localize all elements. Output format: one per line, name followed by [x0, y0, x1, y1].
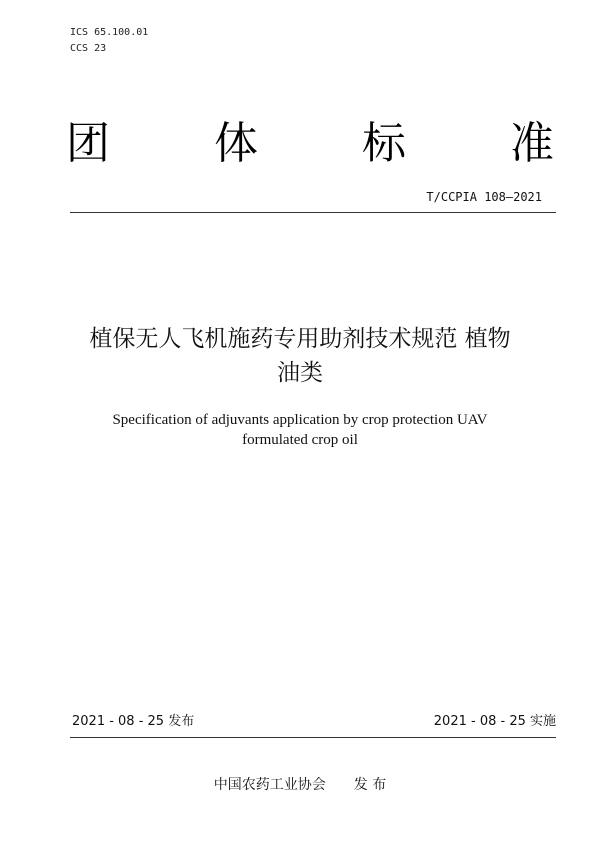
heading-char-2: 体	[214, 118, 258, 169]
standard-number: T/CCPIA 108—2021	[426, 190, 542, 204]
english-title-line-2: formulated crop oil	[242, 432, 358, 448]
publication-date: 2021 - 08 - 25 发布	[72, 714, 195, 729]
publisher-name: 中国农药工业协会	[213, 777, 326, 793]
english-title-line-1: Specification of adjuvants application by crop protection UAV	[112, 412, 488, 428]
chinese-title	[40, 322, 560, 390]
ics-code: ICS 65.100.01	[70, 27, 149, 38]
heading-char-3: 标	[362, 118, 406, 169]
chinese-title-line-1: 植保无人飞机施药专用助剂技术规范 植物	[89, 326, 511, 352]
chinese-title-line-2: 油类	[277, 360, 323, 386]
publisher-action: 发 布	[353, 777, 387, 793]
ccs-code: CCS 23	[70, 43, 107, 54]
heading-char-4: 准	[510, 118, 554, 169]
top-divider	[70, 212, 556, 213]
implementation-date: 2021 - 08 - 25 实施	[433, 714, 556, 729]
document-type-heading	[66, 116, 554, 172]
publisher-line	[0, 775, 600, 795]
heading-char-1: 团	[66, 118, 110, 169]
english-title	[40, 410, 560, 450]
bottom-divider	[70, 737, 556, 738]
